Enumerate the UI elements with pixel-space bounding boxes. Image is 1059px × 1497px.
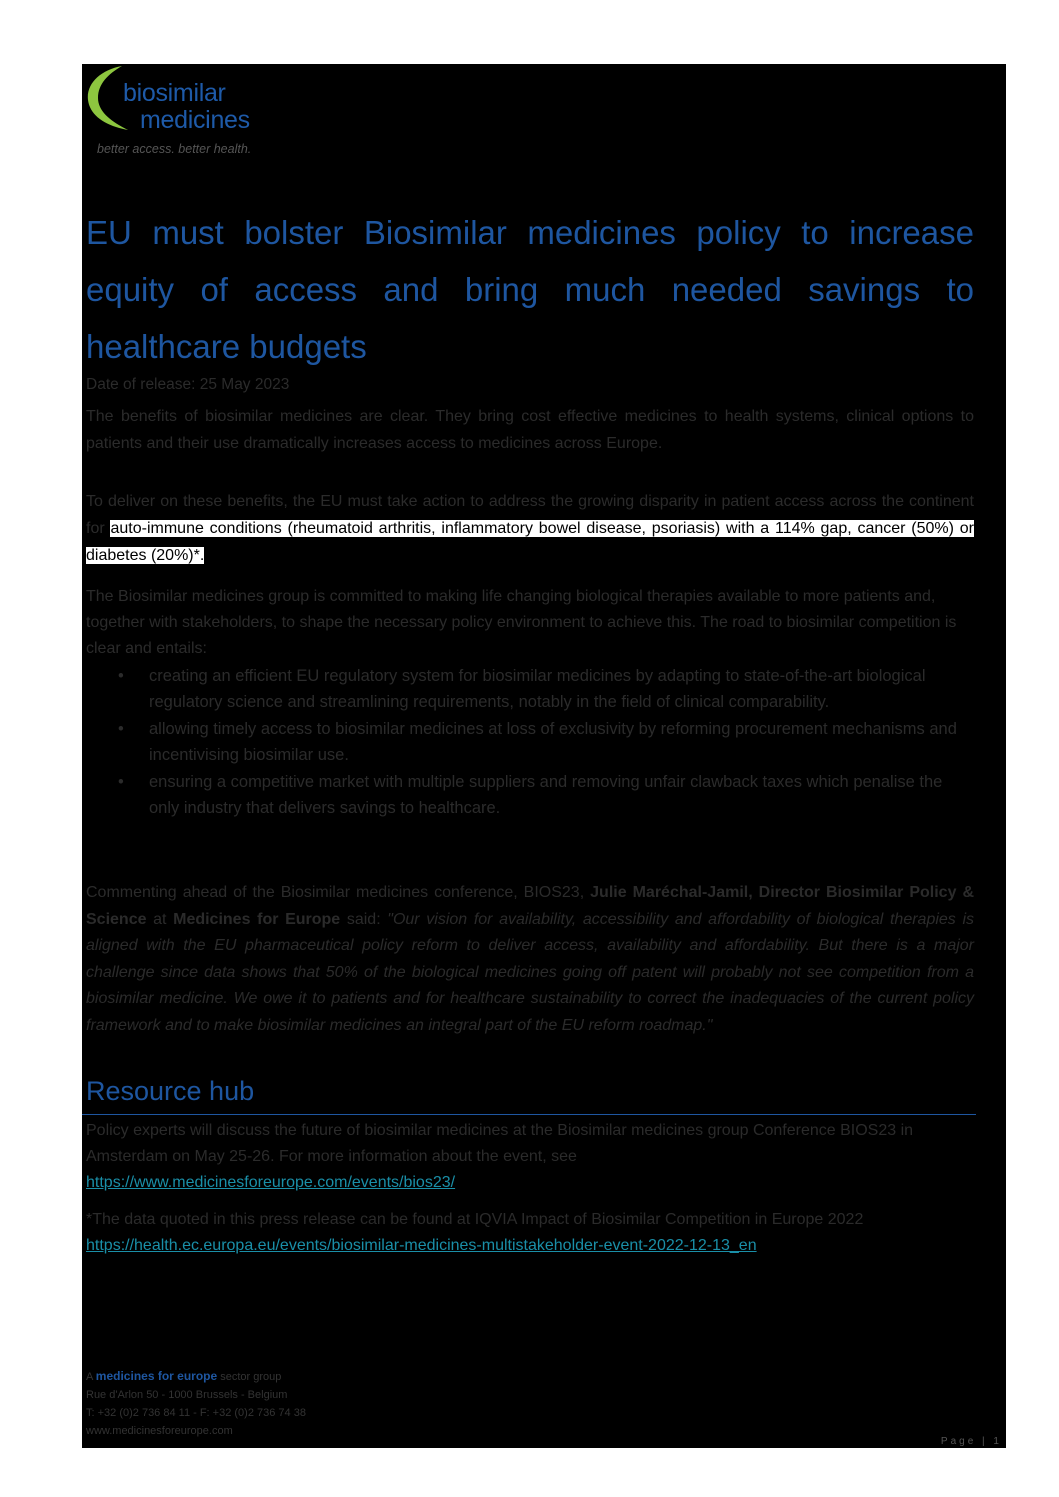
footer-address: Rue d'Arlon 50 - 1000 Brussels - Belgium [86, 1389, 288, 1401]
footer [86, 1367, 306, 1440]
footer-sector-line [86, 1367, 306, 1386]
resource-hub-text: Policy experts will discuss the future of biosimilar medicines at the Biosimilar medicines group Conference BIOS23 in Amsterdam on May 25-26. For more information about the event, see [86, 1122, 914, 1165]
intro-paragraph: The benefits of biosimilar medicines are clear. They bring cost effective medicines to health systems, clinical options to patients and their use dramatically increases access to medicines across Europe. [86, 408, 974, 452]
logo-text-medicines: medicines [140, 106, 250, 134]
footer-prefix: A [86, 1371, 96, 1383]
bullet-icon: • [118, 720, 124, 738]
bullet-text: ensuring a competitive market with multiple suppliers and removing unfair clawback taxes which penalise the only industry that delivers savings to healthcare. [149, 773, 943, 817]
speaker-name: Julie Maréchal-Jamil, Director Biosimilar Policy & Science [86, 884, 975, 928]
bios23-event-link[interactable]: https://www.medicinesforeurope.com/events/bios23/ [86, 1174, 456, 1191]
highlighted-statistics: auto-immune conditions (rheumatoid arthritis, inflammatory bowel disease, psoriasis) with a 114% gap, cancer (50%) or diabetes (20%)*. [86, 520, 974, 564]
quote-intro: Commenting ahead of the Biosimilar medicines conference, BIOS23, [86, 884, 591, 901]
quote-said: said: [340, 910, 388, 928]
list-item [86, 663, 974, 715]
data-source-note [86, 1207, 974, 1259]
biosimilar-medicines-logo [82, 64, 322, 164]
document-page [82, 64, 1006, 1448]
bullet-icon: • [118, 773, 124, 791]
bullet-text: allowing timely access to biosimilar medicines at loss of exclusivity by reforming procurement mechanisms and incentivising biosimilar use. [149, 720, 957, 764]
disparity-text: To deliver on these benefits, the EU must take action to address the growing disparity in patient access across the continent for [86, 493, 974, 537]
data-source-text: *The data quoted in this press release can be found at IQVIA Impact of Biosimilar Competition in Europe 2022 [86, 1211, 864, 1228]
footer-phone: T: +32 (0)2 736 84 11 - F: +32 (0)2 736 74 38 [86, 1407, 306, 1419]
release-date: Date of release: 25 May 2023 [86, 376, 290, 393]
quote-paragraph [86, 880, 974, 1039]
logo-tagline: better access. better health. [97, 142, 252, 156]
page-number: Page | 1 [940, 1436, 1002, 1447]
health-ec-event-link[interactable]: https://health.ec.europa.eu/events/biosimilar-medicines-multistakeholder-event-2022-12-13_en [86, 1237, 757, 1254]
bullet-icon: • [118, 667, 124, 685]
logo-text-biosimilar: biosimilar [123, 79, 226, 107]
disparity-paragraph [86, 488, 974, 569]
quote-text: "Our vision for availability, accessibility and affordability of biological therapies is aligned with the EU pharmaceutical policy reform to deliver access, availability and affordability. But there is a major challenge since data shows that 50% of the biological medicines going off patent will probably not see competition from a biosimilar medicine. We owe it to patients and for healthcare sustainability to correct the inadequacies of the current policy framework and to make biosimilar medicines an integral part of the EU reform roadmap." [86, 910, 974, 1034]
list-item [86, 716, 974, 768]
footer-brand: medicines for europe [95, 1369, 218, 1383]
commitment-paragraph: The Biosimilar medicines group is committed to making life changing biological therapies available to more patients and, together with stakeholders, to shape the necessary policy environment to achieve this. The road to biosimilar competition is clear and entails: [86, 588, 957, 657]
quote-at: at [146, 910, 174, 928]
organization-name: Medicines for Europe [173, 910, 341, 928]
press-release-title: EU must bolster Biosimilar medicines policy to increase equity of access and bring much needed savings to healthcare budgets [86, 214, 974, 365]
bullet-text: creating an efficient EU regulatory system for biosimilar medicines by adapting to state-of-the-art biological regulatory science and streamlining requirements, notably in the field of clinical comparability. [149, 667, 926, 711]
footer-suffix: sector group [217, 1371, 282, 1383]
list-item [86, 769, 974, 821]
footer-website: www.medicinesforeurope.com [86, 1425, 233, 1437]
resource-hub-paragraph [86, 1118, 974, 1196]
heading-divider [82, 1114, 976, 1115]
resource-hub-heading: Resource hub [86, 1076, 255, 1106]
policy-bullet-list [86, 663, 974, 822]
